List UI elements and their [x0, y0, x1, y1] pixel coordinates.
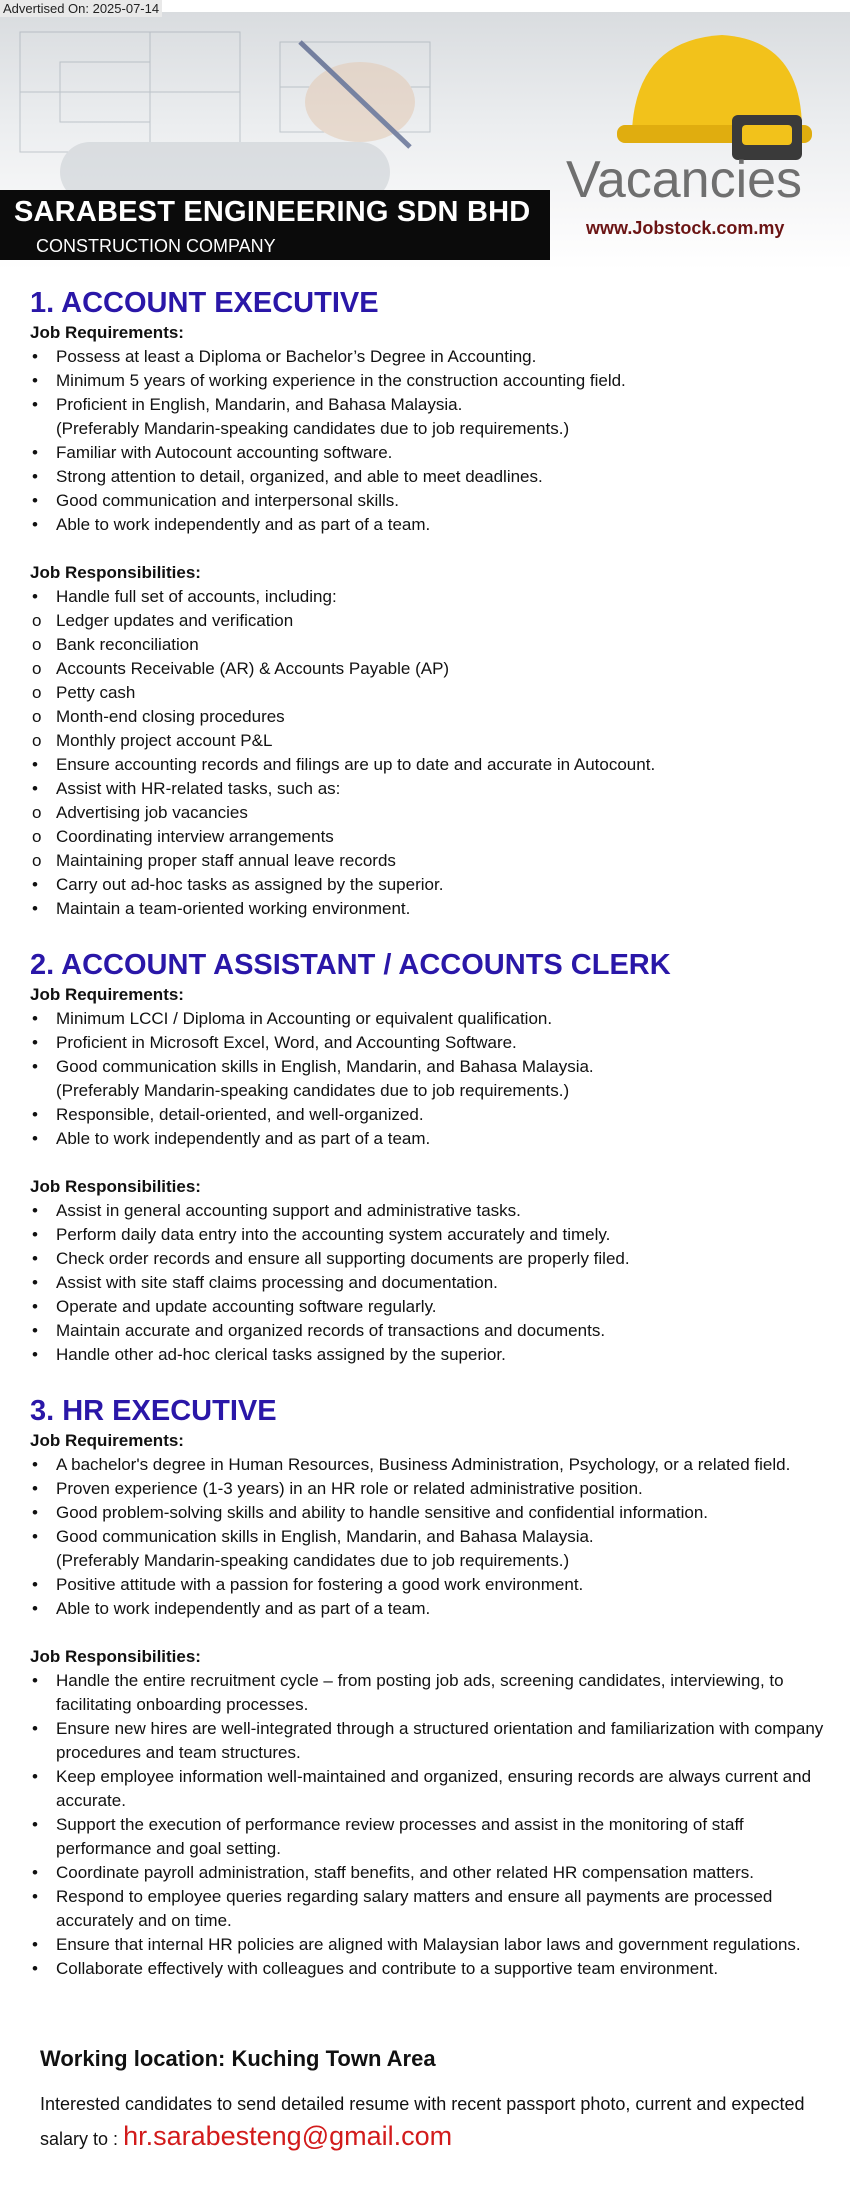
company-name: SARABEST ENGINEERING SDN BHD	[14, 196, 531, 228]
list-item	[30, 393, 835, 441]
responsibilities-label: Job Responsibilities:	[30, 563, 201, 582]
list-item: • Respond to employee queries regarding salary matters and ensure all payments are processed accurately and on time.	[30, 1885, 835, 1933]
list-item: • Assist with HR-related tasks, such as:	[30, 777, 835, 801]
job-title: 3. HR EXECUTIVE	[30, 1395, 277, 1427]
sub-list-item: o Month-end closing procedures	[30, 705, 835, 729]
working-location: Working location: Kuching Town Area	[40, 2046, 436, 2071]
list-item: • Positive attitude with a passion for fostering a good work environment.	[30, 1573, 835, 1597]
list-item: • Support the execution of performance review processes and assist in the monitoring of staff performance and goal setting.	[30, 1813, 835, 1861]
company-type: CONSTRUCTION COMPANY	[36, 236, 276, 256]
list-item: • Operate and update accounting software regularly.	[30, 1295, 835, 1319]
requirements-label: Job Requirements:	[30, 1431, 184, 1450]
list-item: • Proven experience (1-3 years) in an HR role or related administrative position.	[30, 1477, 835, 1501]
apply-colon: :	[113, 2129, 119, 2149]
list-item: • Maintain accurate and organized records of transactions and documents.	[30, 1319, 835, 1343]
hard-hat-illustration	[612, 20, 812, 170]
list-item: • Handle other ad-hoc clerical tasks assigned by the superior.	[30, 1343, 835, 1367]
list-item: • Proficient in Microsoft Excel, Word, and Accounting Software.	[30, 1031, 835, 1055]
requirement-text: Good communication skills in English, Mandarin, and Bahasa Malaysia.	[56, 1527, 594, 1546]
list-item: • Assist with site staff claims processing and documentation.	[30, 1271, 835, 1295]
advertised-date: Advertised On: 2025-07-14	[0, 0, 162, 17]
list-item	[30, 1525, 835, 1573]
list-item: • Able to work independently and as part of a team.	[30, 513, 835, 537]
responsibilities-list	[30, 753, 835, 801]
list-item: • Possess at least a Diploma or Bachelor’s Degree in Accounting.	[30, 345, 835, 369]
blueprint-illustration	[0, 12, 600, 212]
list-item: • Collaborate effectively with colleagues and contribute to a supportive team environment.	[30, 1957, 835, 1981]
list-item: • Able to work independently and as part of a team.	[30, 1127, 835, 1151]
list-item: • Ensure that internal HR policies are aligned with Malaysian labor laws and government regulations.	[30, 1933, 835, 1957]
footer-contact	[40, 2046, 830, 2155]
vacancies-heading: Vacancies	[566, 151, 803, 209]
sub-list-item: o Maintaining proper staff annual leave records	[30, 849, 835, 873]
sub-list-item: o Coordinating interview arrangements	[30, 825, 835, 849]
list-item: • Minimum 5 years of working experience in the construction accounting field.	[30, 369, 835, 393]
list-item: • Responsible, detail-oriented, and well-organized.	[30, 1103, 835, 1127]
list-item: • Maintain a team-oriented working environment.	[30, 897, 835, 921]
job-account-assistant	[30, 947, 835, 1367]
requirement-text: Good communication skills in English, Mandarin, and Bahasa Malaysia.	[56, 1057, 594, 1076]
responsibilities-label: Job Responsibilities:	[30, 1647, 201, 1666]
list-item: • A bachelor's degree in Human Resources, Business Administration, Psychology, or a related field.	[30, 1453, 835, 1477]
requirements-list	[30, 1007, 835, 1151]
list-item: • Check order records and ensure all supporting documents are properly filed.	[30, 1247, 835, 1271]
requirements-label: Job Requirements:	[30, 323, 184, 342]
requirements-list	[30, 1453, 835, 1621]
list-item: • Assist in general accounting support and administrative tasks.	[30, 1199, 835, 1223]
job-listings	[30, 285, 835, 1981]
sub-list	[30, 609, 835, 753]
job-title: 1. ACCOUNT EXECUTIVE	[30, 287, 379, 319]
list-item: • Keep employee information well-maintained and organized, ensuring records are always current and accurate.	[30, 1765, 835, 1813]
list-item: • Able to work independently and as part of a team.	[30, 1597, 835, 1621]
requirements-list	[30, 345, 835, 537]
responsibilities-list	[30, 873, 835, 921]
requirement-note: (Preferably Mandarin-speaking candidates due to job requirements.)	[56, 1081, 570, 1100]
list-item: • Minimum LCCI / Diploma in Accounting or equivalent qualification.	[30, 1007, 835, 1031]
list-item: • Handle the entire recruitment cycle – from posting job ads, screening candidates, interviewing, to facilitating onboarding processes.	[30, 1669, 835, 1717]
list-item: • Perform daily data entry into the accounting system accurately and timely.	[30, 1223, 835, 1247]
sub-list	[30, 801, 835, 873]
requirements-label: Job Requirements:	[30, 985, 184, 1004]
list-item: • Coordinate payroll administration, staff benefits, and other related HR compensation matters.	[30, 1861, 835, 1885]
list-item	[30, 1055, 835, 1103]
responsibilities-list	[30, 585, 835, 609]
job-title: 2. ACCOUNT ASSISTANT / ACCOUNTS CLERK	[30, 949, 671, 981]
requirement-text: Proficient in English, Mandarin, and Bahasa Malaysia.	[56, 395, 463, 414]
apply-instructions	[40, 2088, 830, 2155]
requirement-note: (Preferably Mandarin-speaking candidates due to job requirements.)	[56, 419, 570, 438]
responsibilities-label: Job Responsibilities:	[30, 1177, 201, 1196]
apply-text: Interested candidates to send detailed resume with recent passport photo, current and expected salary to	[40, 2094, 805, 2149]
list-item: • Good problem-solving skills and ability to handle sensitive and confidential information.	[30, 1501, 835, 1525]
list-item: • Handle full set of accounts, including:	[30, 585, 835, 609]
sub-list-item: o Accounts Receivable (AR) & Accounts Payable (AP)	[30, 657, 835, 681]
sub-list-item: o Advertising job vacancies	[30, 801, 835, 825]
sub-list-item: o Ledger updates and verification	[30, 609, 835, 633]
requirement-note: (Preferably Mandarin-speaking candidates due to job requirements.)	[56, 1551, 570, 1570]
responsibilities-list	[30, 1199, 835, 1367]
list-item: • Familiar with Autocount accounting software.	[30, 441, 835, 465]
list-item: • Carry out ad-hoc tasks as assigned by the superior.	[30, 873, 835, 897]
website-link[interactable]: www.Jobstock.com.my	[586, 218, 785, 238]
contact-email[interactable]: hr.sarabesteng@gmail.com	[123, 2121, 453, 2151]
list-item: • Good communication and interpersonal skills.	[30, 489, 835, 513]
responsibilities-list	[30, 1669, 835, 1981]
sub-list-item: o Monthly project account P&L	[30, 729, 835, 753]
job-hr-executive	[30, 1393, 835, 1981]
job-account-executive	[30, 285, 835, 921]
list-item: • Strong attention to detail, organized, and able to meet deadlines.	[30, 465, 835, 489]
sub-list-item: o Bank reconciliation	[30, 633, 835, 657]
list-item: • Ensure accounting records and filings are up to date and accurate in Autocount.	[30, 753, 835, 777]
sub-list-item: o Petty cash	[30, 681, 835, 705]
list-item: • Ensure new hires are well-integrated through a structured orientation and familiarization with company procedures and team structures.	[30, 1717, 835, 1765]
